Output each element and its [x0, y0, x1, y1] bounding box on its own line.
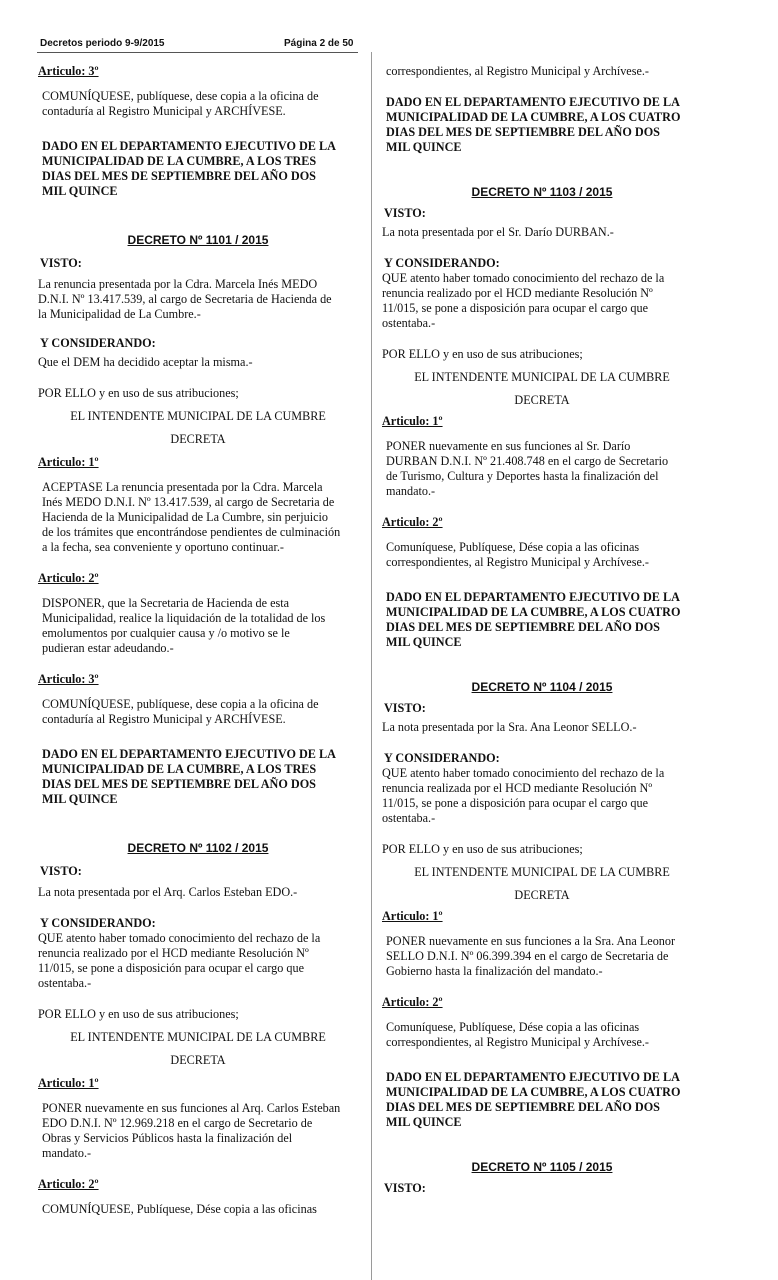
text-line: Hacienda de la Municipalidad de La Cumbre, sin perjuicio	[42, 510, 328, 524]
text-line: Gobierno hasta la finalización del mandato.-	[386, 964, 603, 978]
text-line: 11/015, se pone a disposición para ocupar el cargo que	[382, 796, 649, 810]
text-line: La nota presentada por el Arq. Carlos Esteban EDO.-	[38, 885, 298, 899]
dado-line: MUNICIPALIDAD DE LA CUMBRE, A LOS TRES	[42, 762, 317, 776]
dado-block	[382, 95, 702, 155]
dado-line: MIL QUINCE	[386, 140, 462, 154]
dado-block	[38, 747, 358, 807]
article-label: Articulo: 2º	[38, 1177, 99, 1191]
text-line: pudieran estar adeudando.-	[42, 641, 174, 655]
article-label: Articulo: 3º	[38, 672, 99, 686]
article-text	[38, 1202, 358, 1217]
text-line: Municipalidad, realice la liquidación de la totalidad de los	[42, 611, 326, 625]
text-line: 11/015, se pone a disposición para ocupar el cargo que	[38, 961, 305, 975]
intendente-text: EL INTENDENTE MUNICIPAL DE LA CUMBRE	[414, 865, 670, 879]
article-text	[38, 596, 358, 656]
text-line: COMUNÍQUESE, publíquese, dese copia a la oficina de	[42, 697, 319, 711]
por-ello-text: POR ELLO y en uso de sus atribuciones;	[382, 347, 583, 361]
text-line: ostentaba.-	[382, 316, 436, 330]
text-line: Que el DEM ha decidido aceptar la misma.-	[38, 355, 253, 369]
text-line: COMUNÍQUESE, publíquese, dese copia a la oficina de	[42, 89, 319, 103]
dado-line: MUNICIPALIDAD DE LA CUMBRE, A LOS TRES	[42, 154, 317, 168]
text-line: correspondientes, al Registro Municipal y Archívese.-	[386, 64, 649, 78]
article-text	[382, 1020, 702, 1050]
text-line: SELLO D.N.I. Nº 06.399.394 en el cargo de Secretaria de	[386, 949, 669, 963]
text-line: PONER nuevamente en sus funciones al Arq. Carlos Esteban	[42, 1101, 341, 1115]
decree-title-1105: DECRETO Nº 1105 / 2015	[471, 1160, 613, 1174]
decree-title-1103: DECRETO Nº 1103 / 2015	[471, 185, 613, 199]
text-line: correspondientes, al Registro Municipal y Archívese.-	[386, 1035, 649, 1049]
article-text	[382, 540, 702, 570]
text-line: La nota presentada por el Sr. Darío DURBAN.-	[382, 225, 614, 239]
text-line: ostentaba.-	[38, 976, 92, 990]
text-line: renuncia realizada por el HCD mediante Resolución Nº	[382, 781, 653, 795]
text-line: Comuníquese, Publíquese, Dése copia a las oficinas	[386, 540, 640, 554]
dado-line: DADO EN EL DEPARTAMENTO EJECUTIVO DE LA	[386, 1070, 680, 1084]
text-line: ACEPTASE La renuncia presentada por la Cdra. Marcela	[42, 480, 323, 494]
dado-line: DADO EN EL DEPARTAMENTO EJECUTIVO DE LA	[386, 590, 680, 604]
right-column	[382, 64, 702, 1196]
dado-line: MUNICIPALIDAD DE LA CUMBRE, A LOS CUATRO	[386, 605, 681, 619]
text-line: Inés MEDO D.N.I. Nº 13.417.539, al cargo de Secretaria de	[42, 495, 335, 509]
decree-title-1101: DECRETO Nº 1101 / 2015	[127, 233, 269, 247]
text-line: COMUNÍQUESE, Publíquese, Dése copia a las oficinas	[42, 1202, 317, 1216]
header-rule	[37, 52, 358, 53]
text-line: PONER nuevamente en sus funciones a la Sra. Ana Leonor	[386, 934, 676, 948]
text-line: QUE atento haber tomado conocimiento del rechazo de la	[38, 931, 321, 945]
text-line: QUE atento haber tomado conocimiento del rechazo de la	[382, 271, 665, 285]
text-line: mandato.-	[42, 1146, 92, 1160]
dado-block	[382, 1070, 702, 1130]
text-line: DISPONER, que la Secretaria de Hacienda de esta	[42, 596, 290, 610]
article-text	[382, 439, 702, 499]
article-text	[38, 697, 358, 727]
article-text	[38, 89, 358, 119]
text-line: de los trámites que encontrándose pendientes de culminación	[42, 525, 341, 539]
text-line: emolumentos por cualquier causa y /o motivo se le	[42, 626, 290, 640]
intendente-text: EL INTENDENTE MUNICIPAL DE LA CUMBRE	[414, 370, 670, 384]
decreta-text: DECRETA	[170, 432, 226, 446]
text-line: Comuníquese, Publíquese, Dése copia a las oficinas	[386, 1020, 640, 1034]
intendente-text: EL INTENDENTE MUNICIPAL DE LA CUMBRE	[70, 409, 326, 423]
decreta-text: DECRETA	[170, 1053, 226, 1067]
text-line: a la fecha, sea conveniente y oportuno continuar.-	[42, 540, 284, 554]
intendente-text: EL INTENDENTE MUNICIPAL DE LA CUMBRE	[70, 1030, 326, 1044]
text-line: la Municipalidad de La Cumbre.-	[38, 307, 201, 321]
visto-label: VISTO:	[40, 864, 82, 878]
dado-block	[38, 139, 358, 199]
por-ello-text: POR ELLO y en uso de sus atribuciones;	[38, 1007, 239, 1021]
article-label: Articulo: 1º	[382, 909, 443, 923]
text-line: renuncia realizado por el HCD mediante Resolución Nº	[38, 946, 309, 960]
text-line: renuncia realizado por el HCD mediante Resolución Nº	[382, 286, 653, 300]
text-line: contaduría al Registro Municipal y ARCHÍVESE.	[42, 104, 286, 118]
column-divider	[371, 52, 372, 1280]
dado-line: MUNICIPALIDAD DE LA CUMBRE, A LOS CUATRO	[386, 1085, 681, 1099]
article-label: Articulo: 2º	[38, 571, 99, 585]
text-line: EDO D.N.I. Nº 12.969.218 en el cargo de Secretario de	[42, 1116, 313, 1130]
text-line: de Turismo, Cultura y Deportes hasta la finalización del	[386, 469, 659, 483]
dado-line: DIAS DEL MES DE SEPTIEMBRE DEL AÑO DOS	[42, 169, 316, 183]
dado-line: MIL QUINCE	[42, 792, 118, 806]
dado-line: MUNICIPALIDAD DE LA CUMBRE, A LOS CUATRO	[386, 110, 681, 124]
text-line: D.N.I. Nº 13.417.539, al cargo de Secretaria de Hacienda de	[38, 292, 332, 306]
por-ello-text: POR ELLO y en uso de sus atribuciones;	[382, 842, 583, 856]
article-text	[382, 934, 702, 979]
article-text	[38, 480, 358, 555]
decreta-text: DECRETA	[514, 888, 570, 902]
dado-line: DIAS DEL MES DE SEPTIEMBRE DEL AÑO DOS	[386, 620, 660, 634]
text-line: Obras y Servicios Públicos hasta la finalización del	[42, 1131, 293, 1145]
left-column	[38, 64, 358, 1217]
dado-line: DIAS DEL MES DE SEPTIEMBRE DEL AÑO DOS	[42, 777, 316, 791]
considerando-label: Y CONSIDERANDO:	[384, 751, 500, 765]
dado-line: MIL QUINCE	[386, 1115, 462, 1129]
article-text	[382, 64, 702, 79]
text-line: PONER nuevamente en sus funciones al Sr. Darío	[386, 439, 631, 453]
article-label: Articulo: 2º	[382, 995, 443, 1009]
dado-line: MIL QUINCE	[386, 635, 462, 649]
dado-line: DIAS DEL MES DE SEPTIEMBRE DEL AÑO DOS	[386, 1100, 660, 1114]
text-line: 11/015, se pone a disposición para ocupar el cargo que	[382, 301, 649, 315]
considerando-label: Y CONSIDERANDO:	[40, 916, 156, 930]
decree-title-1102: DECRETO Nº 1102 / 2015	[127, 841, 269, 855]
dado-line: DADO EN EL DEPARTAMENTO EJECUTIVO DE LA	[42, 747, 336, 761]
article-label: Articulo: 1º	[382, 414, 443, 428]
dado-line: MIL QUINCE	[42, 184, 118, 198]
visto-label: VISTO:	[384, 701, 426, 715]
considerando-label: Y CONSIDERANDO:	[40, 336, 156, 350]
visto-label: VISTO:	[40, 256, 82, 270]
article-text	[38, 1101, 358, 1161]
article-label: Articulo: 2º	[382, 515, 443, 529]
text-line: ostentaba.-	[382, 811, 436, 825]
dado-block	[382, 590, 702, 650]
visto-label: VISTO:	[384, 1181, 426, 1195]
page-indicator: Página 2 de 50	[284, 38, 354, 49]
dado-line: DIAS DEL MES DE SEPTIEMBRE DEL AÑO DOS	[386, 125, 660, 139]
article-label: Articulo: 1º	[38, 455, 99, 469]
article-label: Articulo: 1º	[38, 1076, 99, 1090]
decree-title-1104: DECRETO Nº 1104 / 2015	[471, 680, 613, 694]
text-line: contaduría al Registro Municipal y ARCHÍVESE.	[42, 712, 286, 726]
text-line: correspondientes, al Registro Municipal y Archívese.-	[386, 555, 649, 569]
header-title: Decretos periodo 9-9/2015	[40, 38, 165, 49]
decreta-text: DECRETA	[514, 393, 570, 407]
article-label: Articulo: 3º	[38, 64, 99, 78]
visto-label: VISTO:	[384, 206, 426, 220]
dado-line: DADO EN EL DEPARTAMENTO EJECUTIVO DE LA	[42, 139, 336, 153]
text-line: QUE atento haber tomado conocimiento del rechazo de la	[382, 766, 665, 780]
text-line: mandato.-	[386, 484, 436, 498]
por-ello-text: POR ELLO y en uso de sus atribuciones;	[38, 386, 239, 400]
text-line: La nota presentada por la Sra. Ana Leonor SELLO.-	[382, 720, 637, 734]
considerando-label: Y CONSIDERANDO:	[384, 256, 500, 270]
text-line: La renuncia presentada por la Cdra. Marcela Inés MEDO	[38, 277, 318, 291]
dado-line: DADO EN EL DEPARTAMENTO EJECUTIVO DE LA	[386, 95, 680, 109]
text-line: DURBAN D.N.I. Nº 21.408.748 en el cargo de Secretario	[386, 454, 669, 468]
